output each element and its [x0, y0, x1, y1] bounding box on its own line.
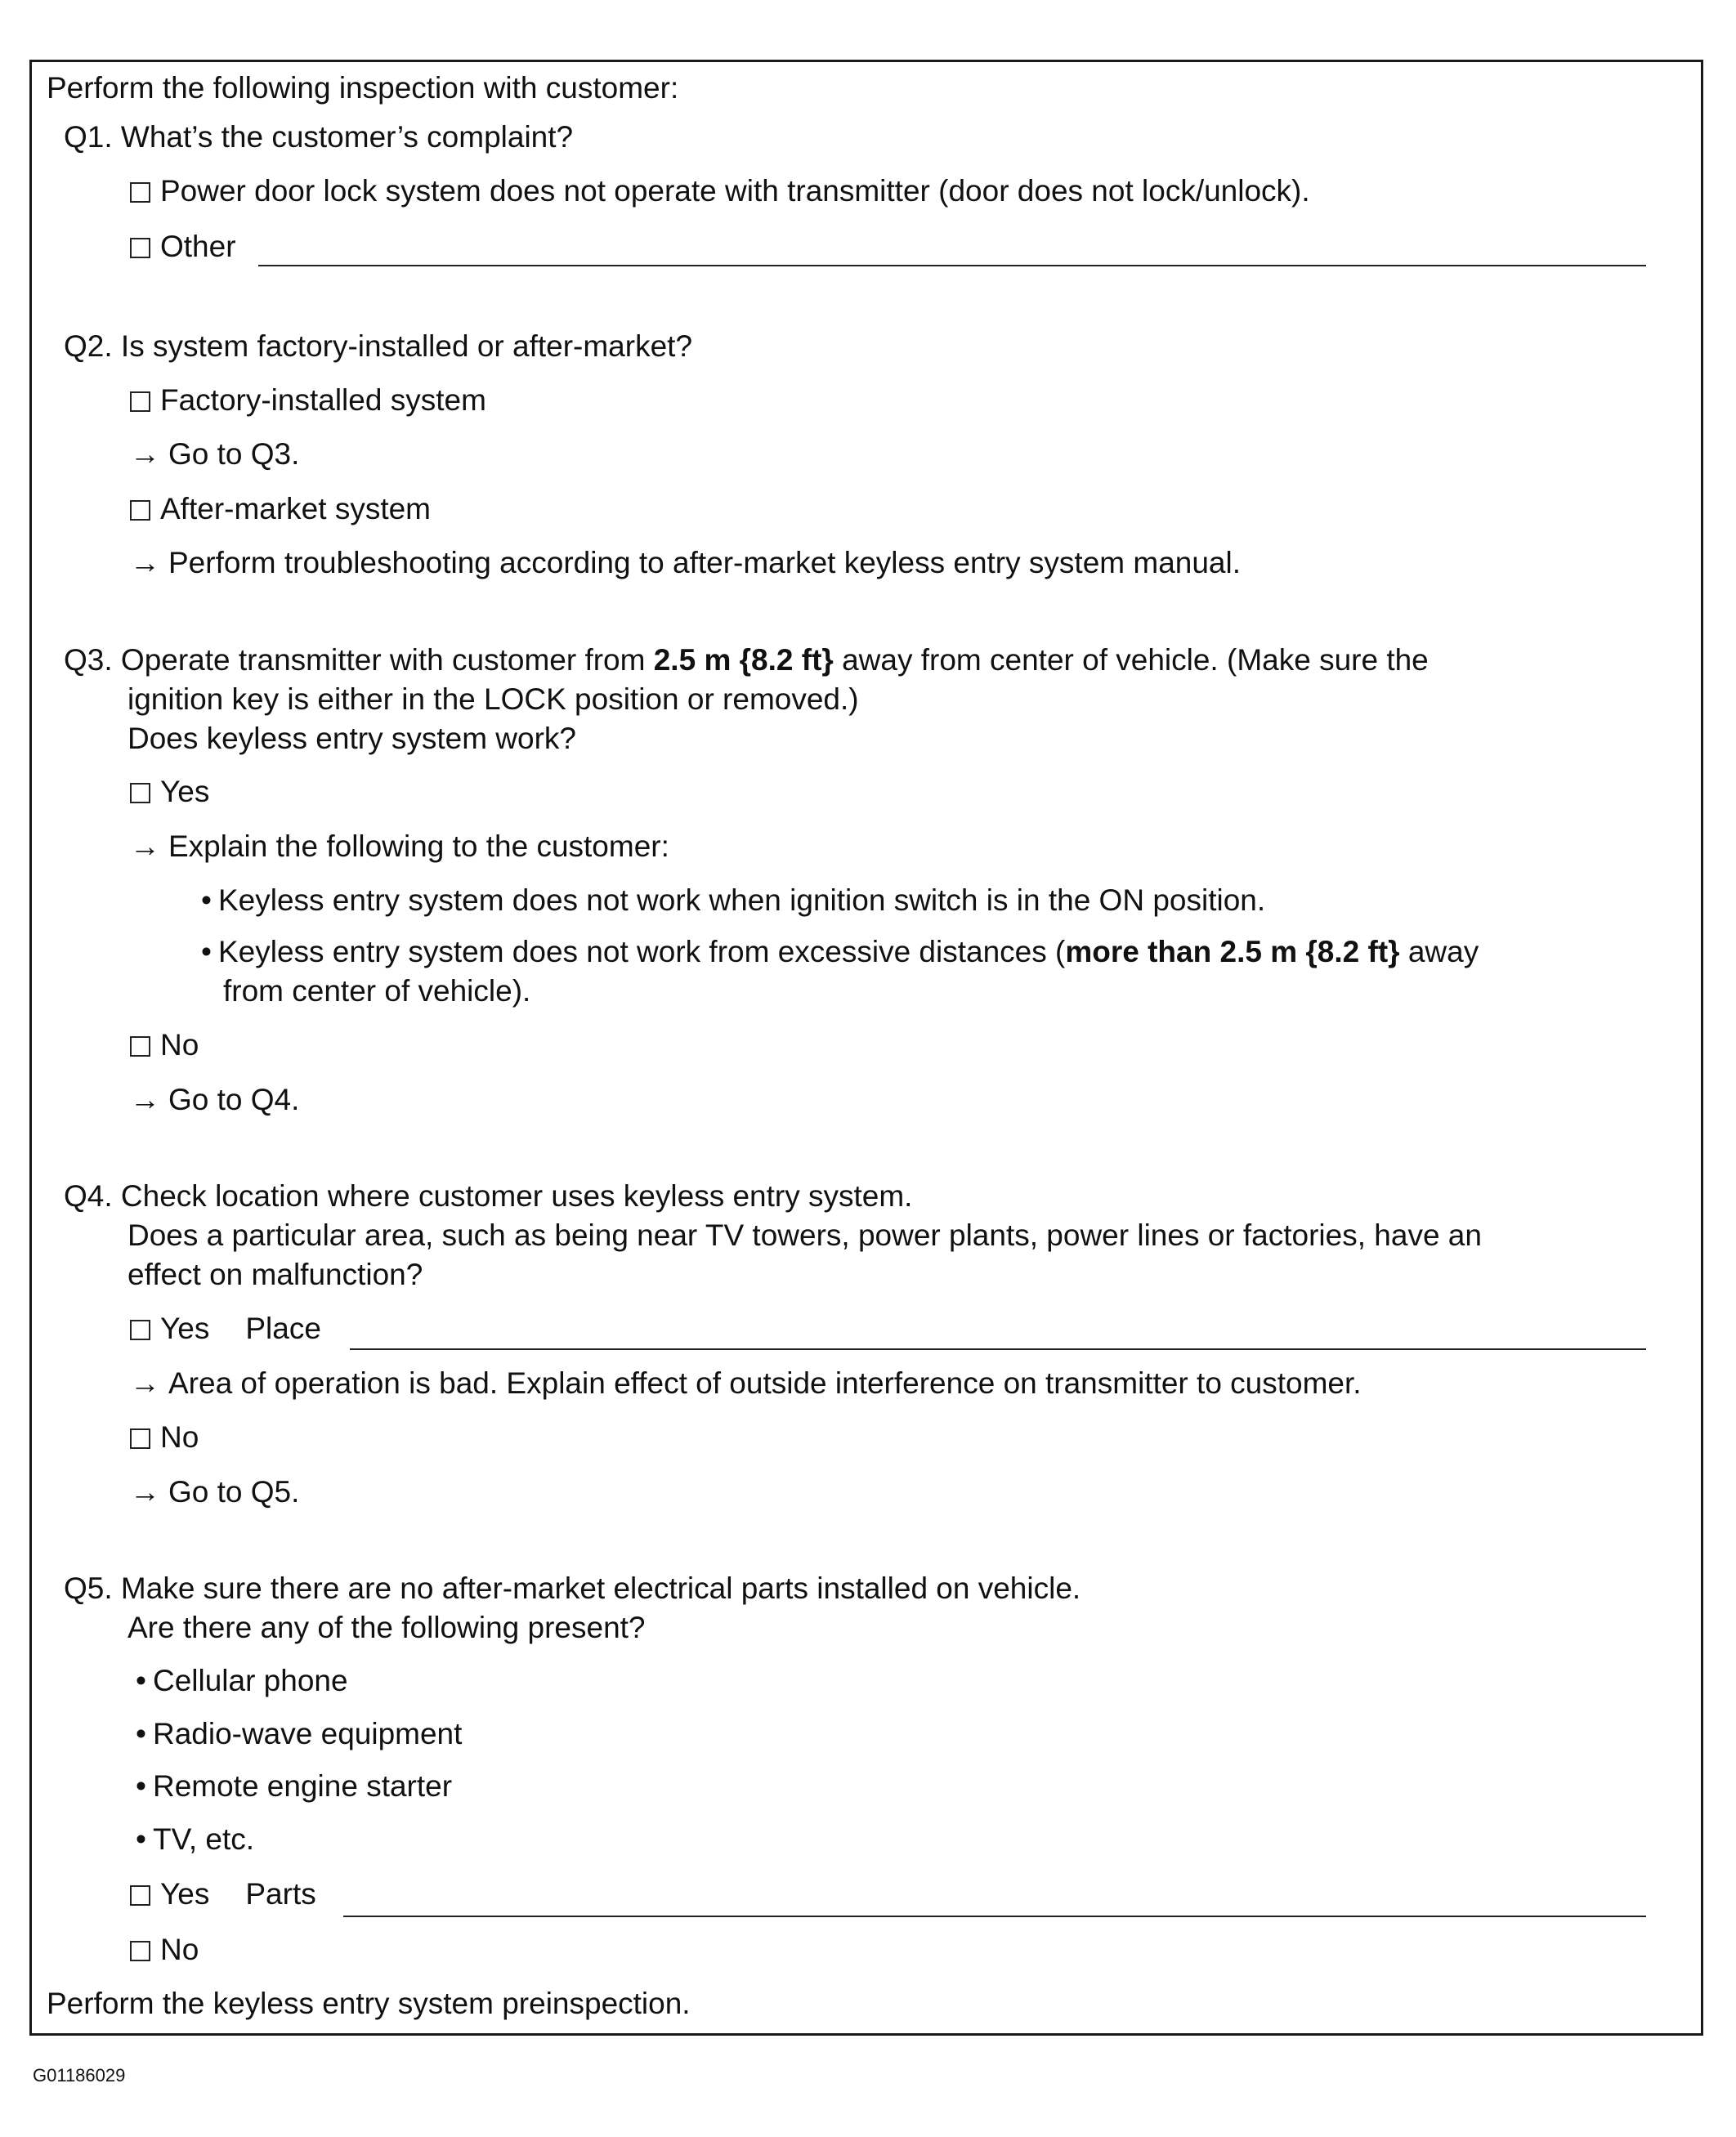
- q5-item-text: Remote engine starter: [152, 1769, 453, 1803]
- bullet-icon: •: [136, 1822, 146, 1856]
- q2-option-aftermarket[interactable]: [130, 490, 431, 529]
- q3-bullet-text: away: [1399, 935, 1479, 968]
- checkbox-icon[interactable]: [130, 783, 150, 803]
- q2-arrow-goto-q3: [130, 435, 299, 474]
- q5-parts-writein-line[interactable]: [343, 1916, 1646, 1917]
- arrow-right-icon: →: [130, 1083, 160, 1116]
- q4-question-line3: effect on malfunction?: [128, 1258, 423, 1291]
- bullet-icon: •: [136, 1769, 146, 1803]
- arrow-right-icon: →: [130, 437, 160, 471]
- checkbox-icon[interactable]: [130, 1320, 150, 1340]
- outro-text: Perform the keyless entry system preinspection.: [47, 1987, 691, 2020]
- q1-option-other[interactable]: [130, 227, 236, 266]
- arrow-right-icon: →: [130, 829, 160, 863]
- q5-option-no[interactable]: [130, 1930, 199, 1969]
- bullet-icon: •: [136, 1664, 146, 1697]
- q5-item: [136, 1820, 254, 1859]
- q3-no-label: No: [160, 1028, 199, 1062]
- q3-question-line2: ignition key is either in the LOCK position or removed.): [128, 682, 859, 716]
- q1-text: What’s the customer’s complaint?: [120, 120, 574, 154]
- q4-option-yes[interactable]: [130, 1309, 321, 1348]
- q3-question-line1: [64, 641, 1429, 680]
- checkbox-icon[interactable]: [130, 1885, 150, 1906]
- q4-arrow-text: Go to Q5.: [168, 1475, 300, 1509]
- q4-arrow-area-bad: [130, 1364, 1362, 1403]
- checkbox-icon[interactable]: [130, 238, 150, 258]
- q3-arrow-goto-q4: [130, 1080, 299, 1120]
- bullet-icon: •: [136, 1717, 146, 1750]
- q4-place-writein-line[interactable]: [350, 1348, 1646, 1350]
- q1-other-writein-line[interactable]: [258, 265, 1646, 266]
- q5-item-text: TV, etc.: [152, 1822, 255, 1856]
- q4-question-line1: [64, 1177, 912, 1216]
- q3-text: Operate transmitter with customer from: [120, 643, 654, 677]
- q1-other-label: Other: [160, 230, 236, 263]
- checkbox-icon[interactable]: [130, 182, 150, 203]
- q5-item: [136, 1767, 452, 1806]
- q3-distance: 2.5 m {8.2 ft}: [653, 643, 834, 677]
- q5-question-line2: Are there any of the following present?: [128, 1611, 646, 1644]
- q3-bullet-distance: more than 2.5 m {8.2 ft}: [1065, 935, 1400, 968]
- q3-bullet-2: [201, 932, 1479, 972]
- checkbox-icon[interactable]: [130, 1941, 150, 1961]
- q2-question: [64, 327, 692, 366]
- bullet-icon: •: [201, 883, 212, 917]
- q3-arrow-text: Go to Q4.: [168, 1083, 300, 1116]
- q4-label: Q4.: [64, 1179, 113, 1213]
- q5-item-text: Cellular phone: [152, 1664, 348, 1697]
- q1-option-power-door[interactable]: [130, 172, 1310, 211]
- q1-label: Q1.: [64, 120, 113, 154]
- q5-item: [136, 1715, 462, 1754]
- q2-option-label: Factory-installed system: [160, 383, 486, 417]
- q5-parts-label: Parts: [245, 1877, 316, 1911]
- q2-text: Is system factory-installed or after-market?: [120, 329, 693, 363]
- q4-yes-label: Yes: [160, 1312, 210, 1345]
- q3-bullet-1: [201, 881, 1265, 920]
- q5-question-line1: [64, 1569, 1081, 1608]
- checkbox-icon[interactable]: [130, 1036, 150, 1057]
- q4-text: Check location where customer uses keyless entry system.: [120, 1179, 913, 1213]
- q3-bullet-2-line2: from center of vehicle).: [223, 974, 531, 1008]
- checkbox-icon[interactable]: [130, 1428, 150, 1449]
- q3-text: away from center of vehicle. (Make sure the: [833, 643, 1429, 677]
- q3-arrow-text: Explain the following to the customer:: [168, 829, 669, 863]
- q4-arrow-text: Area of operation is bad. Explain effect of outside interference on transmitter to customer.: [168, 1366, 1362, 1400]
- q3-yes-label: Yes: [160, 775, 210, 808]
- q3-option-no[interactable]: [130, 1026, 199, 1065]
- q4-no-label: No: [160, 1420, 199, 1454]
- figure-id: G01186029: [33, 2065, 126, 2086]
- q5-option-yes[interactable]: [130, 1875, 316, 1914]
- q2-arrow-text: Perform troubleshooting according to after-market keyless entry system manual.: [168, 546, 1242, 579]
- q5-label: Q5.: [64, 1571, 113, 1605]
- q2-label: Q2.: [64, 329, 113, 363]
- q1-option-label: Power door lock system does not operate with transmitter (door does not lock/unlock).: [160, 174, 1310, 208]
- q5-no-label: No: [160, 1933, 199, 1966]
- q4-option-no[interactable]: [130, 1418, 199, 1457]
- q2-option-label: After-market system: [160, 492, 431, 525]
- q3-question-line3: Does keyless entry system work?: [128, 722, 577, 755]
- q3-bullet-text: Keyless entry system does not work from excessive distances (: [217, 935, 1066, 968]
- q5-text: Make sure there are no after-market electrical parts installed on vehicle.: [120, 1571, 1081, 1605]
- q3-option-yes[interactable]: [130, 772, 209, 811]
- checkbox-icon[interactable]: [130, 500, 150, 521]
- q5-yes-label: Yes: [160, 1877, 210, 1911]
- arrow-right-icon: →: [130, 1475, 160, 1509]
- q3-label: Q3.: [64, 643, 113, 677]
- intro-text: Perform the following inspection with customer:: [47, 71, 679, 105]
- q2-option-factory[interactable]: [130, 381, 486, 420]
- q4-place-label: Place: [245, 1312, 321, 1345]
- checkbox-icon[interactable]: [130, 391, 150, 412]
- q5-item: [136, 1661, 348, 1701]
- q4-question-line2: Does a particular area, such as being near TV towers, power plants, power lines or factories, have an: [128, 1218, 1482, 1252]
- bullet-icon: •: [201, 935, 212, 968]
- q4-arrow-goto-q5: [130, 1473, 299, 1512]
- q5-item-text: Radio-wave equipment: [152, 1717, 463, 1750]
- q1-question: [64, 118, 573, 157]
- q2-arrow-text: Go to Q3.: [168, 437, 300, 471]
- arrow-right-icon: →: [130, 1366, 160, 1400]
- q3-arrow-explain: [130, 827, 669, 866]
- q3-bullet-text: Keyless entry system does not work when ignition switch is in the ON position.: [217, 883, 1266, 917]
- arrow-right-icon: →: [130, 546, 160, 579]
- q2-arrow-troubleshoot: [130, 543, 1241, 583]
